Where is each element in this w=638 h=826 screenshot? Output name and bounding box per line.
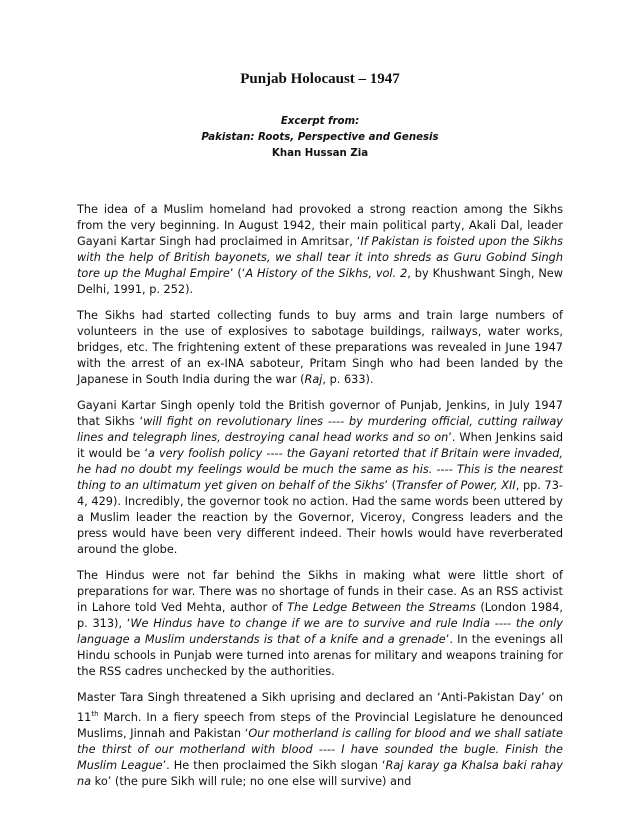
text-run: The Sikhs had started collecting funds to buy arms and train large numbers of volunteers in the use of explosives to sabotage buildings, railways, water works, bridges, etc. The frightening extent of these preparations was revealed in June 1947 with the arrest of an ex-INA saboteur, Pritam Singh who had been landed by the Japanese in South India during the war ( [77,309,563,386]
document-title: Punjab Holocaust – 1947 [240,71,400,87]
text-run: th [91,710,99,718]
italic-text-run: If Pakistan is foisted upon the Sikhs with the help of British bayonets, we shall tear it into shreds as Guru Gobind Singh tore up the Mughal Empire [77,235,563,280]
text-run: ko’ (the pure Sikh will rule; no one else will survive) and [91,774,412,788]
document-body [77,202,563,800]
text-run: , by Khushwant Singh, New Delhi, 1991, p. 252). [77,267,563,296]
paragraph [77,690,563,790]
text-run: (London 1984, p. 313), ‘ [77,601,564,630]
italic-text-run: We Hindus have to change if we are to survive and rule India ---- the only language a Muslim understands is that of a knife and a grenade [77,617,563,646]
paragraph [77,398,563,558]
text-run: ’ ( [384,479,397,492]
italic-text-run: Raj karay ga Khalsa baki rahay na [77,758,563,788]
italic-text-run: A History of the Sikhs, vol. 2 [245,267,408,280]
text-run: Master Tara Singh threatened a Sikh uprising and declared an ‘Anti-Pakistan Day’ on 11 [77,691,563,724]
book-title: Pakistan: Roots, Perspective and Genesis [201,132,439,143]
text-run: ’. When Jenkins said it would be ‘ [77,431,563,460]
text-run: ’ (‘ [229,267,246,280]
italic-text-run: Our motherland is calling for blood and we shall satiate the thirst of our motherland with blood ---- I have sounded the bugle. Finish the Muslim League [77,726,564,772]
excerpt-label: Excerpt from: [280,116,360,127]
text-run: ’. He then proclaimed the Sikh slogan ‘ [162,758,386,772]
italic-text-run: Transfer of Power, XII [396,479,516,492]
author-name: Khan Hussan Zia [271,148,369,159]
text-run: March. In a fiery speech from steps of the Provincial Legislature he denounced Muslims, Jinnah and Pakistan ‘ [77,710,563,740]
italic-text-run: a very foolish policy ---- the Gayani retorted that if Britain were invaded, he had no doubt my feelings would be much the same as his. ---- This is the nearest thing to an ultimatum yet given on behalf of the Sikhs [77,447,563,492]
text-run: Gayani Kartar Singh openly told the British governor of Punjab, Jenkins, in July 1947 that Sikhs ‘ [77,399,563,428]
text-run: , pp. 73-4, 429). Incredibly, the governor took no action. Had the same words been uttered by a Muslim leader the reaction by the Governor, Viceroy, Congress leaders and the press would have been very different indeed. Their howls would have reverberated around the globe. [77,479,563,556]
paragraph [77,202,563,298]
text-run: The idea of a Muslim homeland had provoked a strong reaction among the Sikhs from the very beginning. In August 1942, their main political party, Akali Dal, leader Gayani Kartar Singh had proclaimed in Amritsar, ‘ [77,203,563,248]
paragraph [77,308,563,388]
text-run: , p. 633). [322,373,374,386]
text-run: The Hindus were not far behind the Sikhs in making what were little short of preparations for war. There was no shortage of funds in their case. As an RSS activist in Lahore told Ved Mehta, author of [77,569,563,614]
italic-text-run: Raj [304,373,323,386]
italic-text-run: The Ledge Between the Streams [287,601,476,614]
paragraph [77,568,563,680]
italic-text-run: will fight on revolutionary lines ---- by murdering official, cutting railway lines and telegraph lines, destroying canal head works and so on [77,415,563,444]
text-run: ’. In the evenings all Hindu schools in Punjab were turned into arenas for military and weapons training for the RSS cadres unchecked by the authorities. [77,633,563,678]
